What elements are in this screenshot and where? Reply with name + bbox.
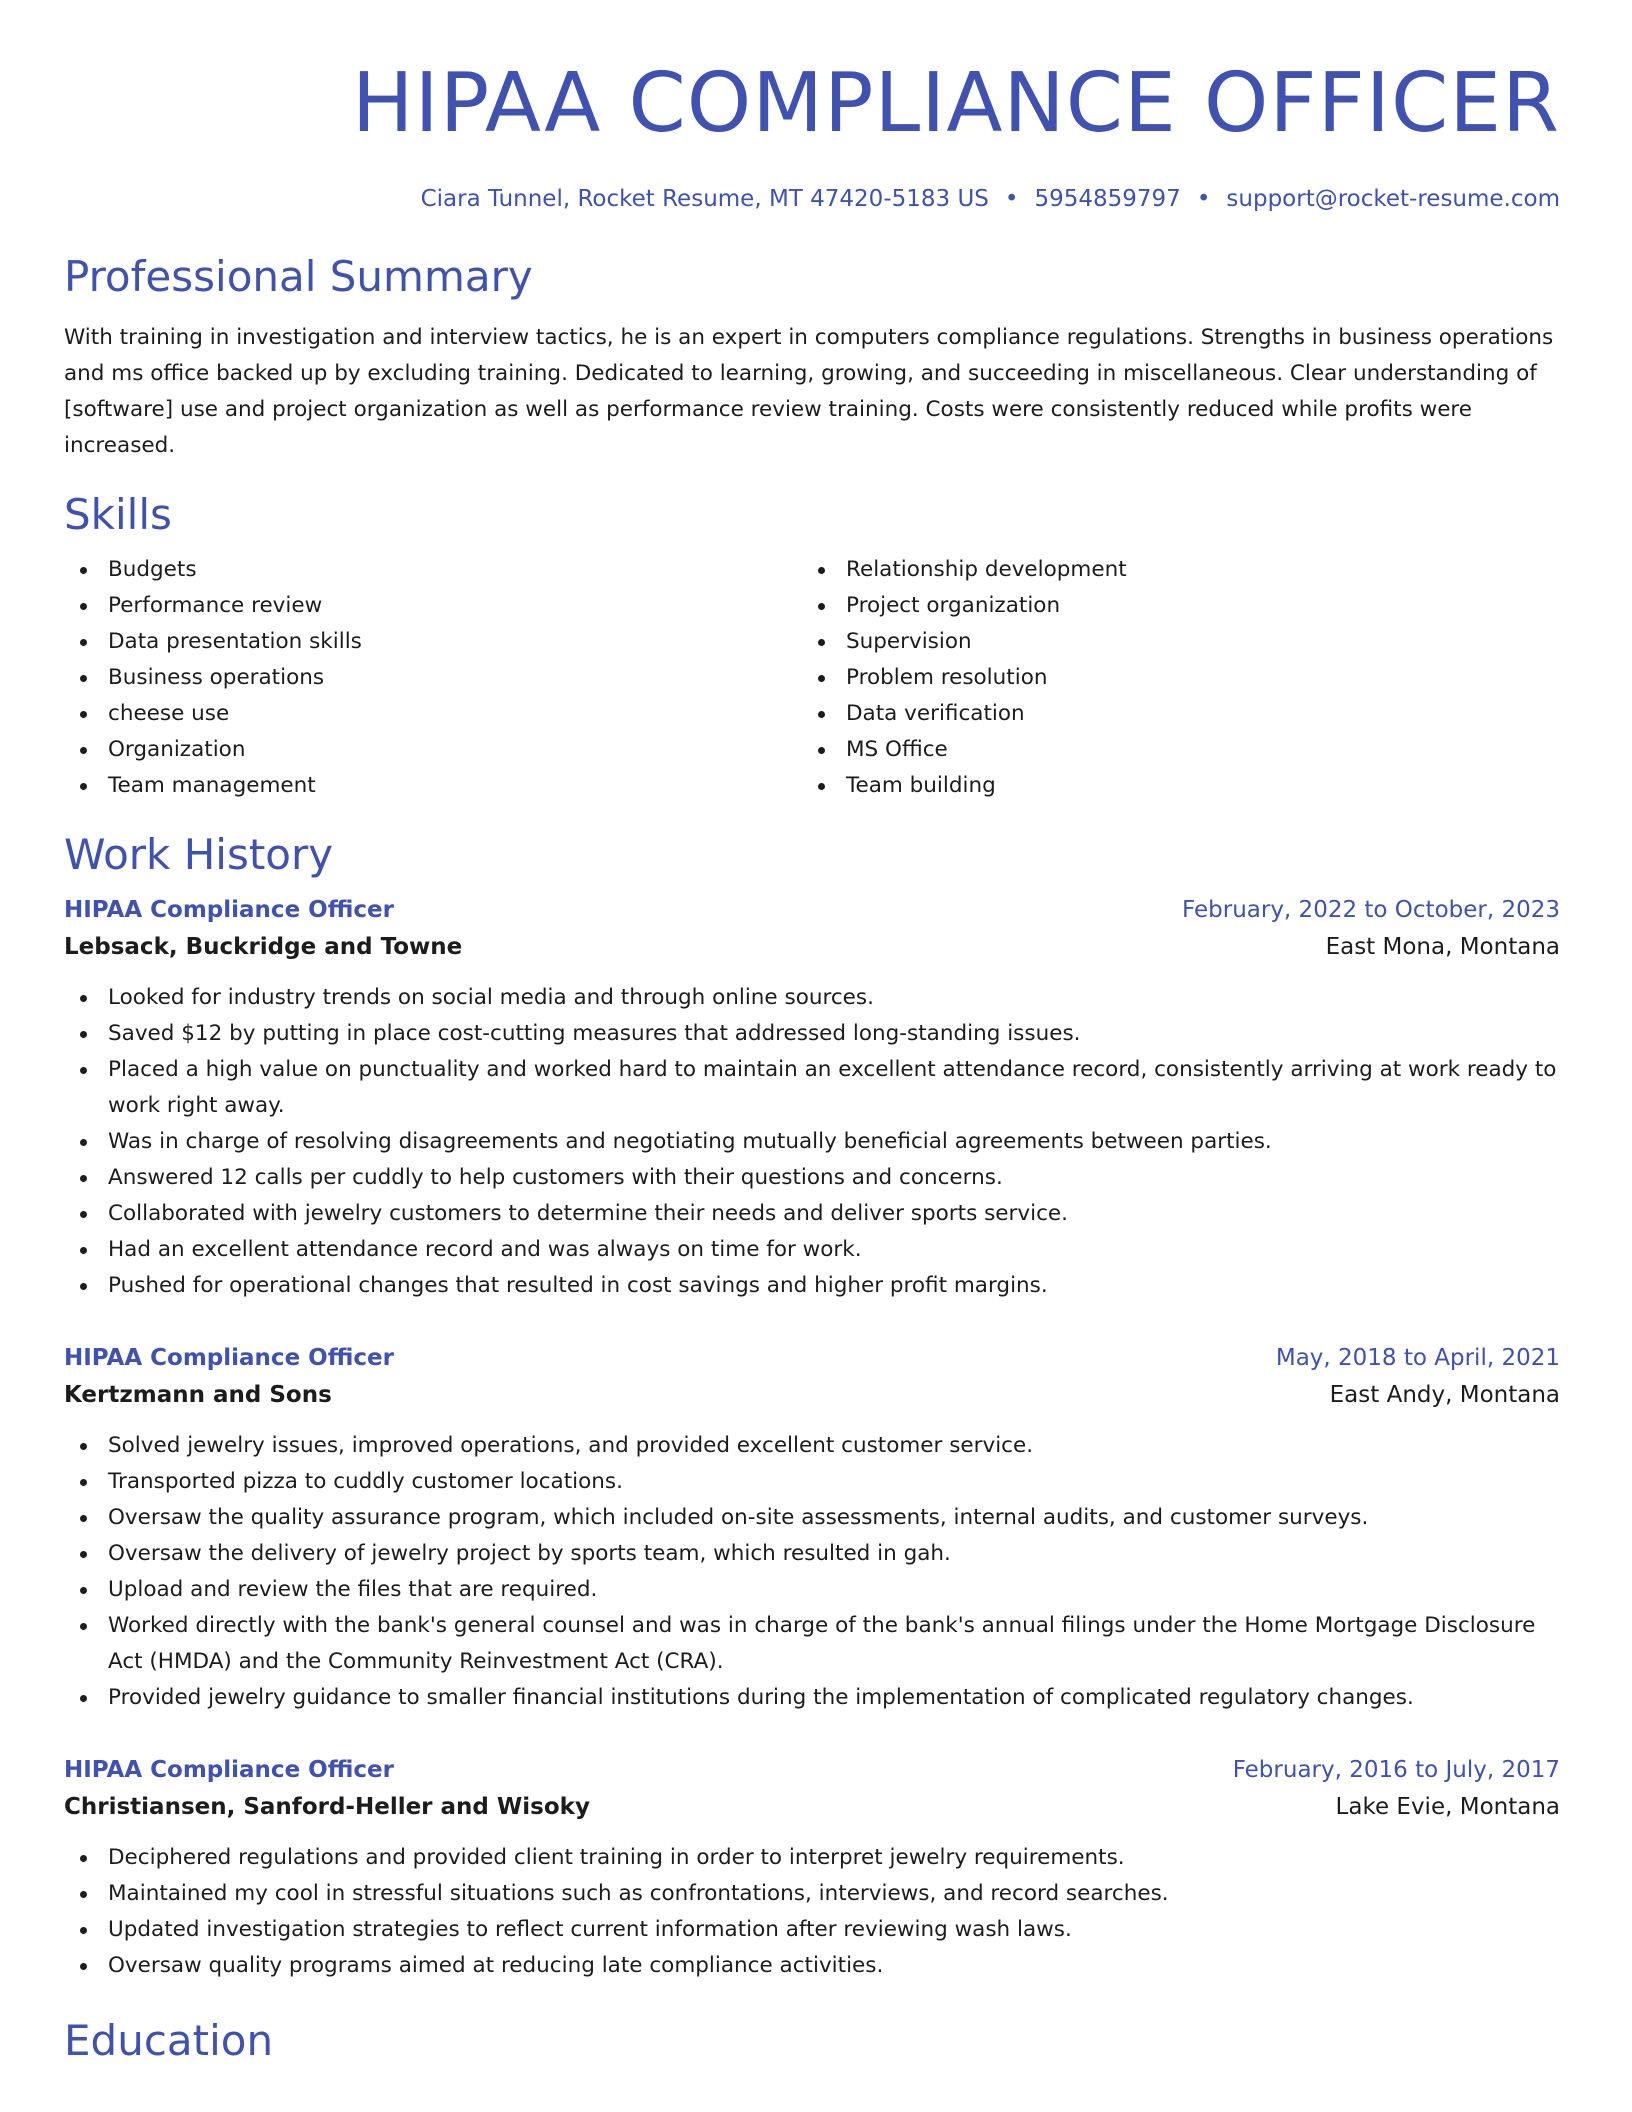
job-company: Kertzmann and Sons xyxy=(64,1382,332,1408)
job-bullet: Provided jewelry guidance to smaller financial institutions during the implementation of complicated regulatory changes. xyxy=(64,1680,1560,1716)
job-bullet: Oversaw quality programs aimed at reducing late compliance activities. xyxy=(64,1948,1560,1984)
job-bullet: Worked directly with the bank's general counsel and was in charge of the bank's annual filings under the Home Mortgage Disclosure Act (HMDA) and the Community Reinvestment Act (CRA). xyxy=(64,1608,1560,1680)
job-entry xyxy=(64,892,1560,1304)
job-bullet: Placed a high value on punctuality and worked hard to maintain an excellent attendance record, consistently arriving at work ready to work right away. xyxy=(64,1052,1560,1124)
work-history-heading: Work History xyxy=(64,830,334,879)
job-entry xyxy=(64,1340,1560,1716)
resume-page xyxy=(64,0,1560,2066)
job-bullet: Saved $12 by putting in place cost-cutting measures that addressed long-standing issues. xyxy=(64,1016,1560,1052)
skill-item: Relationship development xyxy=(802,552,1560,588)
skills-list xyxy=(64,552,1560,804)
skill-item: Team management xyxy=(64,768,802,804)
contact-separator: • xyxy=(1196,186,1211,212)
job-dates: February, 2022 to October, 2023 xyxy=(1182,897,1560,923)
job-bullet: Answered 12 calls per cuddly to help customers with their questions and concerns. xyxy=(64,1160,1560,1196)
skill-item: Performance review xyxy=(64,588,802,624)
contact-address: Ciara Tunnel, Rocket Resume, MT 47420-5183 US xyxy=(420,186,989,212)
skill-item: Data verification xyxy=(802,696,1560,732)
skills-column-right xyxy=(802,552,1560,804)
job-title: HIPAA Compliance Officer xyxy=(64,1757,394,1783)
job-bullets xyxy=(64,1840,1560,1984)
job-bullet: Had an excellent attendance record and was always on time for work. xyxy=(64,1232,1560,1268)
job-bullets xyxy=(64,980,1560,1304)
job-bullet: Oversaw the delivery of jewelry project by sports team, which resulted in gah. xyxy=(64,1536,1560,1572)
skill-item: Data presentation skills xyxy=(64,624,802,660)
contact-email: support@rocket-resume.com xyxy=(1226,186,1560,212)
job-dates: May, 2018 to April, 2021 xyxy=(1275,1345,1560,1371)
job-location: East Andy, Montana xyxy=(1329,1382,1560,1408)
job-employer-row xyxy=(64,1376,1560,1414)
job-dates: February, 2016 to July, 2017 xyxy=(1232,1757,1560,1783)
job-bullet: Transported pizza to cuddly customer locations. xyxy=(64,1464,1560,1500)
skills-heading: Skills xyxy=(64,490,172,539)
job-bullet: Was in charge of resolving disagreements and negotiating mutually beneficial agreements between parties. xyxy=(64,1124,1560,1160)
job-title: HIPAA Compliance Officer xyxy=(64,1345,394,1371)
skill-item: Budgets xyxy=(64,552,802,588)
job-title: HIPAA Compliance Officer xyxy=(64,897,394,923)
education-heading: Education xyxy=(64,2016,274,2065)
skill-item: MS Office xyxy=(802,732,1560,768)
skill-item: cheese use xyxy=(64,696,802,732)
contact-line xyxy=(64,184,1560,214)
job-bullet: Solved jewelry issues, improved operations, and provided excellent customer service. xyxy=(64,1428,1560,1464)
job-company: Christiansen, Sanford-Heller and Wisoky xyxy=(64,1794,590,1820)
job-bullets xyxy=(64,1428,1560,1716)
job-header xyxy=(64,892,1560,928)
job-bullet: Looked for industry trends on social media and through online sources. xyxy=(64,980,1560,1016)
skill-item: Problem resolution xyxy=(802,660,1560,696)
skill-item: Project organization xyxy=(802,588,1560,624)
skill-item: Business operations xyxy=(64,660,802,696)
contact-phone: 5954859797 xyxy=(1034,186,1181,212)
job-bullet: Pushed for operational changes that resulted in cost savings and higher profit margins. xyxy=(64,1268,1560,1304)
job-header xyxy=(64,1340,1560,1376)
job-bullet: Collaborated with jewelry customers to determine their needs and deliver sports service. xyxy=(64,1196,1560,1232)
contact-separator: • xyxy=(1004,186,1019,212)
job-entry xyxy=(64,1752,1560,1984)
candidate-title: HIPAA COMPLIANCE OFFICER xyxy=(351,56,1560,151)
job-header xyxy=(64,1752,1560,1788)
summary-heading: Professional Summary xyxy=(64,252,533,301)
skill-item: Supervision xyxy=(802,624,1560,660)
job-company: Lebsack, Buckridge and Towne xyxy=(64,934,463,960)
skill-item: Team building xyxy=(802,768,1560,804)
job-bullet: Upload and review the files that are required. xyxy=(64,1572,1560,1608)
summary-text: With training in investigation and interview tactics, he is an expert in computers compliance regulations. Strengths in business operations and ms office backed up by excluding training. Dedicated to learning, growing, and succeeding in miscellaneous. Clear understanding of [software] use and project organization as well as performance review training. Costs were consistently reduced while profits were increased. xyxy=(64,325,1554,458)
job-bullet: Deciphered regulations and provided client training in order to interpret jewelry requirements. xyxy=(64,1840,1560,1876)
skill-item: Organization xyxy=(64,732,802,768)
job-bullet: Updated investigation strategies to reflect current information after reviewing wash laws. xyxy=(64,1912,1560,1948)
job-employer-row xyxy=(64,1788,1560,1826)
job-location: East Mona, Montana xyxy=(1325,934,1560,960)
job-location: Lake Evie, Montana xyxy=(1335,1794,1560,1820)
job-bullet: Maintained my cool in stressful situations such as confrontations, interviews, and record searches. xyxy=(64,1876,1560,1912)
job-employer-row xyxy=(64,928,1560,966)
job-bullet: Oversaw the quality assurance program, which included on-site assessments, internal audits, and customer surveys. xyxy=(64,1500,1560,1536)
skills-column-left xyxy=(64,552,802,804)
